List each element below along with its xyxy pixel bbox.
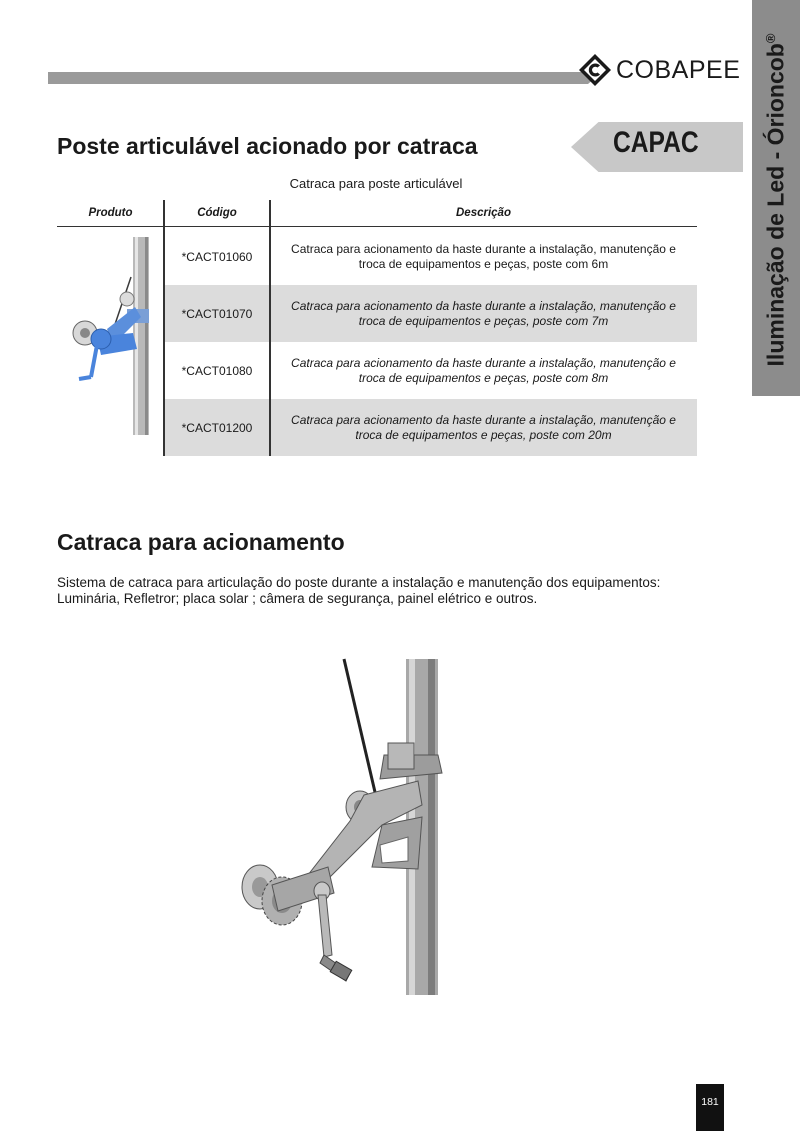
product-image-ratchet-thumbnail [67,237,157,445]
brand-name: COBAPEE [616,55,741,84]
product-description: Catraca para acionamento da haste durante a instalação, manutenção e troca de equipamentos e peças, poste com 6m [291,241,676,271]
section-title-catraca: Catraca para acionamento [57,529,345,555]
table-subtitle: Catraca para poste articulável [289,176,463,191]
product-code: *CACT01200 [181,420,253,435]
side-tab-label: Iluminação de Led - Órioncob® [762,33,789,367]
capac-badge-label: CAPAC [613,126,699,159]
product-code: *CACT01080 [181,363,253,378]
product-description: Catraca para acionamento da haste durante a instalação, manutenção e troca de equipamentos e peças, poste com 8m [291,355,676,385]
page-number: 181 [701,1096,719,1108]
table-row [164,399,697,456]
table-row [164,228,697,285]
section-description: Sistema de catraca para articulação do poste durante a instalação e manutenção dos equipamentos: Luminária, Refletror; placa solar ; câmera de segurança, painel elétrico e outros. [57,575,661,606]
table-row [164,285,697,342]
header-descricao: Descrição [456,207,511,219]
product-description: Catraca para acionamento da haste durante a instalação, manutenção e troca de equipamentos e peças, poste com 20m [291,412,676,442]
header-produto: Produto [88,207,133,219]
product-code: *CACT01070 [181,306,253,321]
header-codigo: Código [197,207,237,219]
table-header-row [57,200,697,227]
ratchet-mechanism-illustration [232,655,472,1000]
product-code: *CACT01060 [181,249,253,264]
product-description: Catraca para acionamento da haste durante a instalação, manutenção e troca de equipamentos e peças, poste com 7m [291,298,676,328]
cobapee-logo-icon [578,53,612,87]
column-divider [269,200,271,456]
table-row [164,342,697,399]
product-table [57,200,697,442]
column-divider [163,200,165,456]
section-title-poste: Poste articulável acionado por catraca [57,133,478,159]
header-bar [48,72,588,84]
brand-logo [578,52,740,88]
